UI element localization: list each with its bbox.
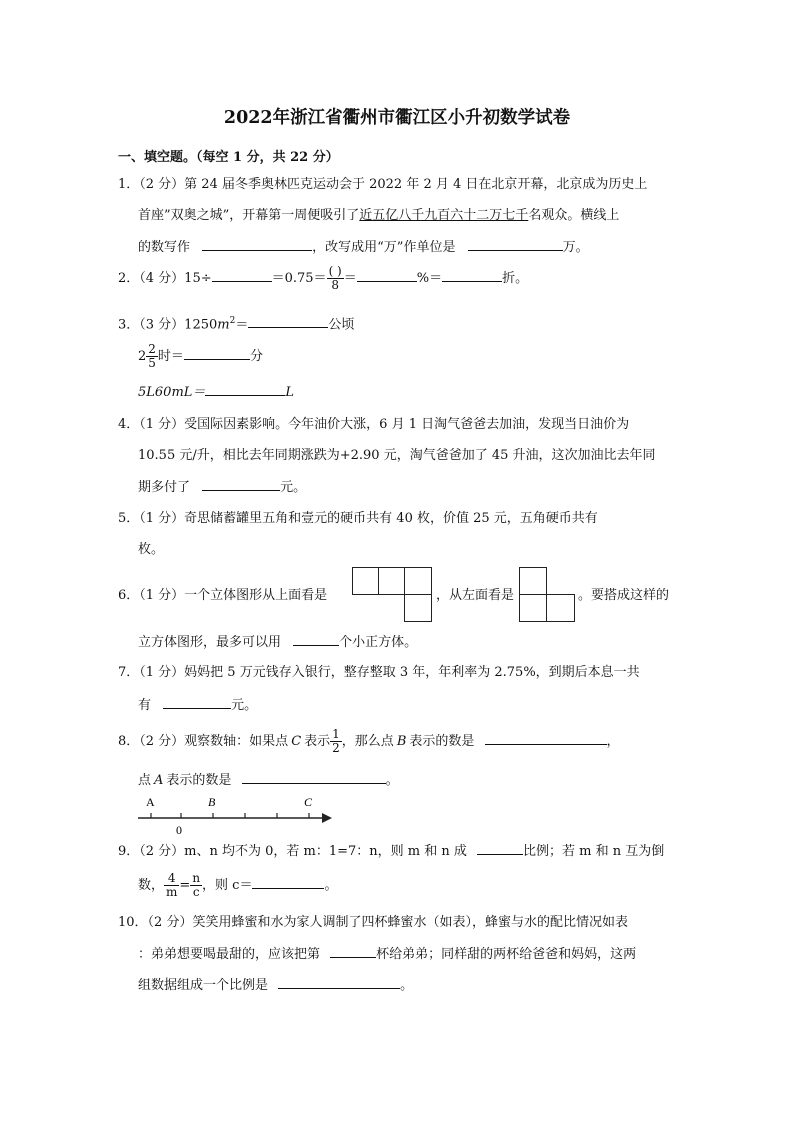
q4-blank[interactable] — [202, 478, 280, 491]
q6-text-a: 6．（1 分）一个立体图形从上面看是 — [118, 588, 328, 603]
q2-line — [118, 264, 528, 294]
q3-line2 — [138, 342, 263, 372]
q8-e: 表示的数是 — [409, 734, 475, 749]
q3-line1 — [118, 312, 354, 334]
q1-line3-b: ，改写成用“万”作单位是 — [312, 240, 456, 255]
q8-a: 8．（2 分）观察数轴：如果点 — [118, 734, 289, 749]
q9-line2-b: ，则 c＝ — [202, 878, 253, 893]
q9-line1 — [118, 842, 664, 861]
q1-line3 — [138, 238, 589, 257]
q8-line2-a: 点 — [138, 773, 152, 788]
q9-blank-2[interactable] — [252, 876, 324, 889]
q6-top-view-figure — [352, 567, 432, 622]
q8-b: 表示 — [304, 734, 331, 749]
q3-mixed-whole: 2 — [138, 349, 147, 364]
q3-blank-1[interactable] — [248, 315, 328, 328]
q3-line1-b: ＝ — [235, 317, 249, 333]
number-line-zero: 0 — [176, 823, 182, 837]
q8-fraction — [331, 728, 341, 755]
q3-line2-b: 分 — [249, 349, 263, 364]
section-heading: 一、填空题。（每空 1 分，共 22 分） — [118, 150, 339, 165]
q4-line3-a: 期多付了 — [138, 480, 191, 495]
q1-line2-post: 名观众。横线上 — [528, 208, 620, 223]
q6-left-view-figure — [519, 567, 575, 622]
q2-e: 折。 — [502, 271, 529, 286]
q6-text-c: 。要搭成这样的 — [578, 588, 670, 603]
q9-f1-den: m — [166, 885, 178, 899]
page-title: 2022年浙江省衢州市衢江区小升初数学试卷 — [223, 108, 571, 128]
q10-line3-a: 组数据组成一个比例是 — [138, 978, 269, 993]
q10-blank-1[interactable] — [330, 945, 376, 958]
q2-blank-2[interactable] — [357, 269, 417, 282]
number-line — [134, 790, 344, 840]
q8-point-b: B — [396, 734, 407, 749]
q8-blank-1[interactable] — [485, 732, 607, 745]
q9-eq: = — [179, 878, 191, 893]
q1-line1: 1．（2 分）第 24 届冬季奥林匹克运动会于 2022 年 2 月 4 日在北京开幕，北京成为历史上 — [118, 177, 648, 192]
q10-line3-b: 。 — [400, 978, 414, 993]
q7-line2 — [138, 696, 257, 715]
top-view-cell — [378, 567, 405, 595]
q10-line1: 10．（2 分）笑笑用蜂蜜和水为家人调制了四杯蜂蜜水（如表），蜂蜜与水的配比情况如表 — [118, 915, 628, 930]
q3-blank-2[interactable] — [184, 347, 250, 360]
q4-line2: 10.55 元/升，相比去年同期涨跌为+2.90 元，淘气爸爸加了 45 升油，这次加油比去年同 — [138, 448, 656, 463]
q10-line3 — [138, 976, 413, 995]
q5-line1: 5．（1 分）奇思储蓄罐里五角和壹元的硬币共有 40 枚，价值 25 元，五角硬币共有 — [118, 511, 598, 526]
q9-blank-1[interactable] — [477, 842, 523, 855]
q6-text-b: ，从左面看是 — [436, 588, 515, 603]
number-line-label-b: B — [208, 795, 216, 809]
q10-line2-b: 杯给弟弟；同样甜的两杯给爸爸和妈妈，这两 — [376, 947, 637, 962]
number-line-label-a: A — [146, 795, 155, 809]
q7-line2-b: 元。 — [231, 698, 258, 713]
q10-blank-2[interactable] — [278, 976, 400, 989]
q9-line1-b: 比例；若 m 和 n 互为倒 — [523, 844, 665, 859]
q8-line2 — [138, 771, 399, 790]
q8-blank-2[interactable] — [242, 771, 386, 784]
q2-frac-num: ( ) — [328, 264, 342, 278]
left-view-cell — [519, 567, 547, 595]
q3-line3 — [138, 383, 294, 402]
left-view-cell — [546, 594, 575, 622]
q1-underlined-number: 近五亿八千九百六十二万七千 — [359, 208, 529, 223]
q3-line3-a: 5L60mL＝ — [138, 385, 206, 400]
q3-frac-den: 5 — [148, 356, 156, 370]
q9-f1-num: 4 — [167, 871, 176, 885]
q1-blank-1[interactable] — [202, 238, 312, 251]
q9-f2-num: n — [192, 871, 201, 885]
q3-frac-num: 2 — [148, 342, 156, 356]
q9-fraction-2 — [191, 872, 201, 899]
q8-point-c: C — [291, 734, 302, 749]
q3-fraction — [147, 343, 157, 370]
q8-f: ， — [606, 734, 620, 749]
top-view-cell — [404, 594, 432, 622]
q1-line2-pre: 首座”双奥之城”，开幕第一周便吸引了 — [138, 208, 360, 223]
q7-line1: 7．（1 分）妈妈把 5 万元钱存入银行，整存整取 3 年，年利率为 2.75%，到期后本息一共 — [118, 665, 640, 680]
q2-b: ＝0.75＝ — [271, 271, 327, 286]
q2-a: 2．（4 分）15÷ — [118, 271, 212, 286]
top-view-cell — [404, 567, 432, 595]
q9-f2-den: c — [192, 885, 200, 899]
q1-blank-2[interactable] — [468, 238, 563, 251]
q9-line2-a: 数， — [138, 878, 165, 893]
q1-line3-c: 万。 — [562, 240, 589, 255]
q8-frac-den: 2 — [332, 741, 340, 755]
q6-line2-a: 立方体图形，最多可以用 — [138, 635, 282, 650]
q9-line2-c: 。 — [324, 878, 338, 893]
q3-blank-3[interactable] — [205, 383, 285, 396]
q9-line1-a: 9．（2 分）m、n 均不为 0，若 m：1=7：n，则 m 和 n 成 — [118, 844, 467, 859]
q8-point-a: A — [154, 773, 164, 788]
q3-unit: m — [217, 317, 230, 333]
q2-blank-1[interactable] — [212, 269, 272, 282]
q2-fraction — [328, 265, 343, 292]
q4-line3 — [138, 478, 306, 497]
q8-line2-c: 。 — [385, 773, 399, 788]
q2-frac-den: 8 — [331, 278, 339, 292]
left-view-cell — [519, 594, 547, 622]
q2-d: %＝ — [416, 271, 443, 286]
q7-line2-a: 有 — [138, 698, 152, 713]
q3-line1-c: 公顷 — [328, 317, 355, 333]
q2-c: ＝ — [343, 271, 357, 286]
q8-d: ，那么点 — [341, 734, 394, 749]
q9-line2 — [138, 870, 337, 902]
q6-line2 — [138, 633, 417, 652]
q1-line3-a: 的数写作 — [138, 240, 191, 255]
q8-line1 — [118, 727, 620, 757]
number-line-arrow — [322, 813, 332, 823]
q8-line2-b: 表示的数是 — [166, 773, 232, 788]
q9-fraction-1 — [165, 872, 178, 899]
q8-frac-num: 1 — [332, 727, 340, 741]
q6-line2-b: 个小正方体。 — [339, 635, 418, 650]
q6-blank[interactable] — [293, 633, 339, 646]
q2-blank-3[interactable] — [442, 269, 502, 282]
q3-line1-a: 3．（3 分）1250 — [118, 317, 218, 333]
q5-line2: 枚。 — [138, 542, 165, 557]
q4-line3-b: 元。 — [280, 480, 307, 495]
q3-sup: 2 — [229, 316, 236, 326]
q7-blank[interactable] — [163, 696, 231, 709]
q10-line2-a: ：弟弟想要喝最甜的，应该把第 — [138, 947, 321, 962]
number-line-label-c: C — [304, 795, 313, 809]
q3-line2-a: 时＝ — [157, 349, 184, 364]
q1-line2 — [138, 207, 619, 225]
q4-line1: 4．（1 分）受国际因素影响。今年油价大涨，6 月 1 日淘气爸爸去加油，发现当日油价为 — [118, 417, 630, 432]
q10-line2 — [138, 945, 636, 964]
q3-line3-b: L — [285, 385, 295, 400]
top-view-cell — [352, 567, 379, 595]
